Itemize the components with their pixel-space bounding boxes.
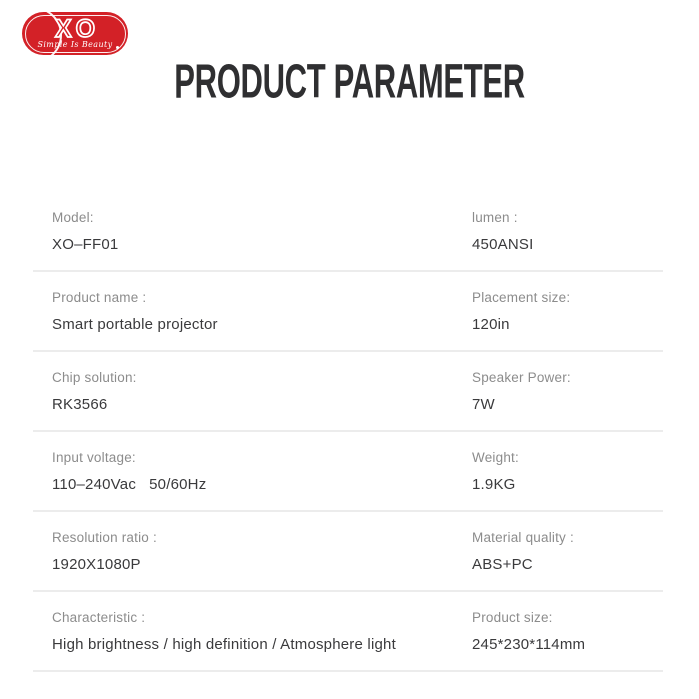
spec-label: Characteristic : xyxy=(52,610,146,625)
spec-value: 1.9KG xyxy=(472,476,516,493)
spec-table xyxy=(33,192,663,672)
spec-row-resolution-material xyxy=(33,512,663,592)
spec-value: Smart portable projector xyxy=(52,316,218,333)
spec-value: RK3566 xyxy=(52,396,108,413)
spec-row-voltage-weight xyxy=(33,432,663,512)
spec-value: XO–FF01 xyxy=(52,236,119,253)
spec-label: Model: xyxy=(52,210,94,225)
spec-label: Product size: xyxy=(472,610,553,625)
spec-product-name xyxy=(52,289,472,334)
spec-material-quality xyxy=(472,529,663,574)
spec-model xyxy=(52,209,472,254)
spec-value: 7W xyxy=(472,396,495,413)
spec-label: Product name : xyxy=(52,290,147,305)
spec-value: ABS+PC xyxy=(472,556,533,573)
spec-characteristic xyxy=(52,609,472,654)
spec-speaker-power xyxy=(472,369,663,414)
spec-value: High brightness / high definition / Atmosphere light xyxy=(52,636,396,653)
page-title xyxy=(0,53,699,108)
spec-label: Chip solution: xyxy=(52,370,137,385)
spec-value: 450ANSI xyxy=(472,236,534,253)
spec-label: Speaker Power: xyxy=(472,370,571,385)
spec-product-size xyxy=(472,609,663,654)
spec-value: 110–240Vac 50/60Hz xyxy=(52,476,207,493)
spec-label: Material quality : xyxy=(472,530,574,545)
brand-tagline: Simple Is Beauty xyxy=(37,40,113,49)
spec-label: Resolution ratio : xyxy=(52,530,157,545)
brand-logo xyxy=(22,12,128,55)
spec-label: lumen : xyxy=(472,210,518,225)
spec-weight xyxy=(472,449,663,494)
spec-row-chip-speaker xyxy=(33,352,663,432)
spec-resolution-ratio xyxy=(52,529,472,574)
spec-row-model-lumen xyxy=(33,192,663,272)
spec-input-voltage xyxy=(52,449,472,494)
spec-row-characteristic-size xyxy=(33,592,663,672)
spec-row-name-placement xyxy=(33,272,663,352)
spec-label: Placement size: xyxy=(472,290,571,305)
logo-text-stack xyxy=(22,12,128,55)
spec-placement-size xyxy=(472,289,663,334)
spec-value: 1920X1080P xyxy=(52,556,141,573)
spec-label: Weight: xyxy=(472,450,519,465)
page-title-text: PRODUCT PARAMETER xyxy=(174,53,525,108)
spec-lumen xyxy=(472,209,663,254)
spec-label: Input voltage: xyxy=(52,450,136,465)
spec-value: 245*230*114mm xyxy=(472,636,586,653)
spec-value: 120in xyxy=(472,316,510,333)
spec-chip-solution xyxy=(52,369,472,414)
brand-logo-text: XO xyxy=(54,15,100,43)
